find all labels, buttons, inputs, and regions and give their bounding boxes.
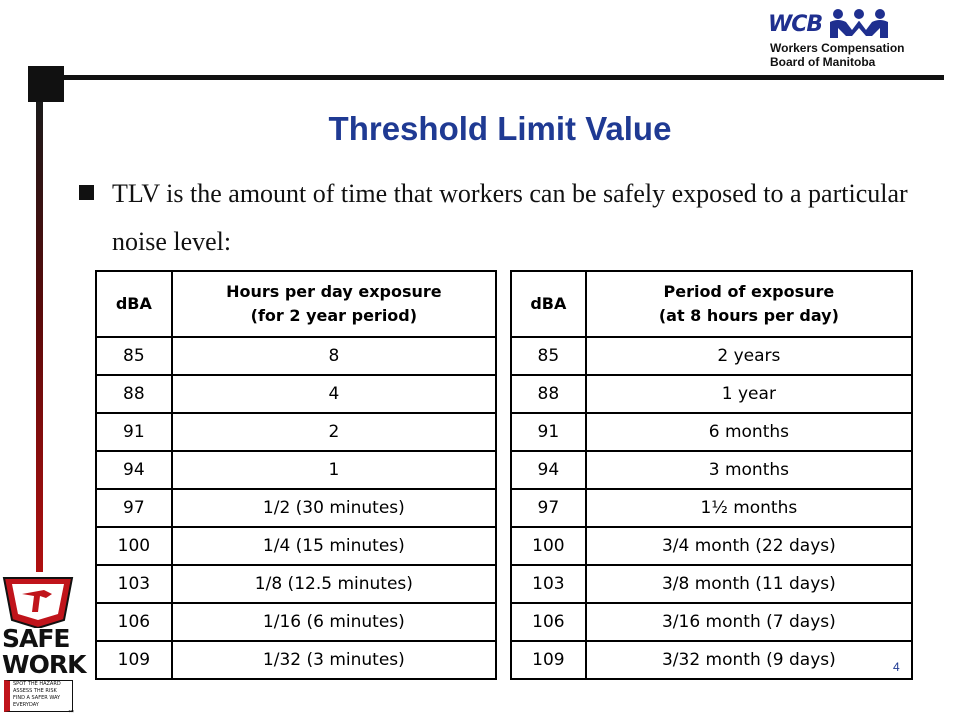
- frame-top-rule: [64, 75, 944, 80]
- table-row: [96, 337, 496, 375]
- wcb-logo-line2: Board of Manitoba: [770, 55, 876, 69]
- safe-work-logo: [0, 572, 86, 720]
- value-cell: 1: [172, 451, 496, 489]
- dba-cell: 100: [511, 527, 586, 565]
- wcb-logo: [762, 8, 932, 72]
- table-row: [511, 565, 912, 603]
- dba-cell: 94: [96, 451, 172, 489]
- table-row: [96, 413, 496, 451]
- dba-cell: 97: [511, 489, 586, 527]
- table-row: [511, 641, 912, 679]
- header-subline: (at 8 hours per day): [658, 306, 839, 325]
- table-row: [511, 337, 912, 375]
- tagline-line: ASSESS THE RISK: [13, 688, 57, 694]
- table-row: [96, 451, 496, 489]
- column-header-dba: dBA: [511, 271, 586, 337]
- value-cell: 1½ months: [586, 489, 912, 527]
- dba-cell: 106: [511, 603, 586, 641]
- dba-cell: 103: [96, 565, 172, 603]
- safe-word: SAFE: [2, 624, 70, 653]
- dba-cell: 100: [96, 527, 172, 565]
- table-row: [96, 603, 496, 641]
- value-cell: 6 months: [586, 413, 912, 451]
- bullet-marker-icon: [79, 185, 94, 200]
- table-row: [511, 451, 912, 489]
- value-cell: 2: [172, 413, 496, 451]
- column-header-hours: [172, 271, 496, 337]
- value-cell: 1/4 (15 minutes): [172, 527, 496, 565]
- dba-cell: 106: [96, 603, 172, 641]
- frame-corner-square: [28, 66, 64, 102]
- value-cell: 2 years: [586, 337, 912, 375]
- safe-work-tagline: [4, 680, 73, 712]
- value-cell: 3/8 month (11 days): [586, 565, 912, 603]
- value-cell: 4: [172, 375, 496, 413]
- value-cell: 3/16 month (7 days): [586, 603, 912, 641]
- table-row: [96, 375, 496, 413]
- period-exposure-table: [510, 270, 913, 680]
- value-cell: 3 months: [586, 451, 912, 489]
- header-line: Period of exposure: [663, 282, 835, 301]
- table-row: [96, 489, 496, 527]
- tagline-line: FIND A SAFER WAY: [13, 695, 61, 701]
- dba-cell: 85: [96, 337, 172, 375]
- dba-cell: 91: [96, 413, 172, 451]
- table-row: [96, 641, 496, 679]
- wcb-logo-line1: Workers Compensation: [770, 41, 905, 55]
- value-cell: 1/2 (30 minutes): [172, 489, 496, 527]
- dba-cell: 91: [511, 413, 586, 451]
- dba-cell: 109: [96, 641, 172, 679]
- table-row: [511, 375, 912, 413]
- header-line: Hours per day exposure: [226, 282, 442, 301]
- hard-hat-octagon-icon: [0, 572, 76, 628]
- dba-cell: 88: [511, 375, 586, 413]
- dba-cell: 97: [96, 489, 172, 527]
- value-cell: 3/32 month (9 days): [586, 641, 912, 679]
- value-cell: 1 year: [586, 375, 912, 413]
- work-word: WORK: [2, 650, 86, 679]
- bullet-text: TLV is the amount of time that workers can be safely exposed to a particular noise level:: [112, 179, 908, 256]
- value-cell: 8: [172, 337, 496, 375]
- dba-cell: 109: [511, 641, 586, 679]
- table-header-row: [96, 271, 496, 337]
- people-figures-icon: [828, 8, 890, 40]
- table-row: [511, 413, 912, 451]
- dba-cell: 85: [511, 337, 586, 375]
- dba-cell: 94: [511, 451, 586, 489]
- table-row: [511, 603, 912, 641]
- column-header-period: [586, 271, 912, 337]
- page-number: 4: [893, 660, 900, 674]
- value-cell: 1/32 (3 minutes): [172, 641, 496, 679]
- table-row: [96, 565, 496, 603]
- value-cell: 1/16 (6 minutes): [172, 603, 496, 641]
- tagline-line: SPOT THE HAZARD: [13, 681, 61, 687]
- dba-cell: 103: [511, 565, 586, 603]
- hours-exposure-table: [95, 270, 497, 680]
- trademark-symbol: ™: [68, 710, 74, 716]
- column-header-dba: dBA: [96, 271, 172, 337]
- wcb-logo-acronym: WCB: [768, 12, 823, 37]
- value-cell: 3/4 month (22 days): [586, 527, 912, 565]
- table-row: [511, 527, 912, 565]
- table-row: [511, 489, 912, 527]
- header-subline: (for 2 year period): [250, 306, 418, 325]
- tagline-line: EVERYDAY: [13, 702, 39, 708]
- slide-title: Threshold Limit Value: [328, 110, 672, 147]
- table-row: [96, 527, 496, 565]
- dba-cell: 88: [96, 375, 172, 413]
- frame-left-rule: [36, 102, 43, 572]
- table-header-row: [511, 271, 912, 337]
- value-cell: 1/8 (12.5 minutes): [172, 565, 496, 603]
